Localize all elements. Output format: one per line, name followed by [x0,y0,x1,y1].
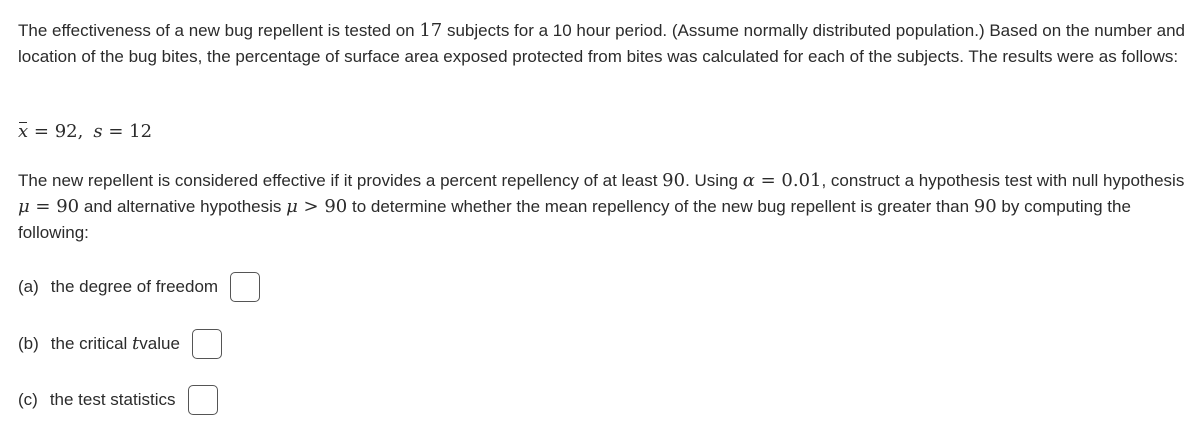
part-b-text: the critical [50,334,128,353]
mu-symbol: μ [18,196,30,217]
mean-value: 90 [973,196,997,217]
part-a-text: the degree of freedom [50,277,219,296]
greater-than-sign: > [297,196,325,217]
alpha-symbol: α [742,170,755,191]
equals-sign: = [29,196,57,217]
test-statistic-input[interactable] [188,385,218,415]
critical-t-input[interactable] [192,329,222,359]
question-text: , construct a hypothesis test with null hypothesis [821,171,1185,190]
part-b [18,327,222,361]
threshold-value: 90 [662,170,686,191]
part-c [18,383,218,417]
degrees-of-freedom-input[interactable] [230,272,260,302]
sample-sd-value: 12 [129,121,153,142]
t-symbol: t [132,333,140,354]
sample-mean-value: 92 [54,121,78,142]
intro-text-end: subjects for a 10 hour period. (Assume normally distributed population.) Based on the number and location of the bug bites, the percentage of surface area exposed protected from bites was calculated for each of the subjects. The results were as follows: [18,21,1185,66]
sample-statistics [18,118,1186,145]
problem-intro [18,18,1186,70]
part-b-text-end: value [139,334,180,353]
hypothesis-question [18,168,1186,246]
equals-sign: = [102,121,130,142]
part-b-label: (b) [18,334,39,353]
intro-text-start: The effectiveness of a new bug repellent is tested on [18,21,420,40]
question-text: The new repellent is considered effective if it provides a percent repellency of at least [18,171,663,190]
xbar-symbol: x [18,119,28,145]
question-text: and alternative hypothesis [79,197,287,216]
sample-size: 17 [419,20,443,41]
part-c-label: (c) [18,390,38,409]
alternative-value: 90 [324,196,348,217]
comma: , [77,121,84,142]
question-text: by computing the following: [18,197,1131,242]
question-text: to determine whether the mean repellency of the new bug repellent is greater than [347,197,974,216]
equals-sign: = [28,121,55,142]
equals-sign: = [754,170,782,191]
null-value: 90 [56,196,80,217]
s-symbol: s [93,121,103,142]
part-a [18,270,260,304]
alpha-value: 0.01 [781,170,822,191]
question-text: . Using [685,171,743,190]
part-c-text: the test statistics [49,390,176,409]
part-a-label: (a) [18,277,39,296]
mu-symbol: μ [286,196,298,217]
